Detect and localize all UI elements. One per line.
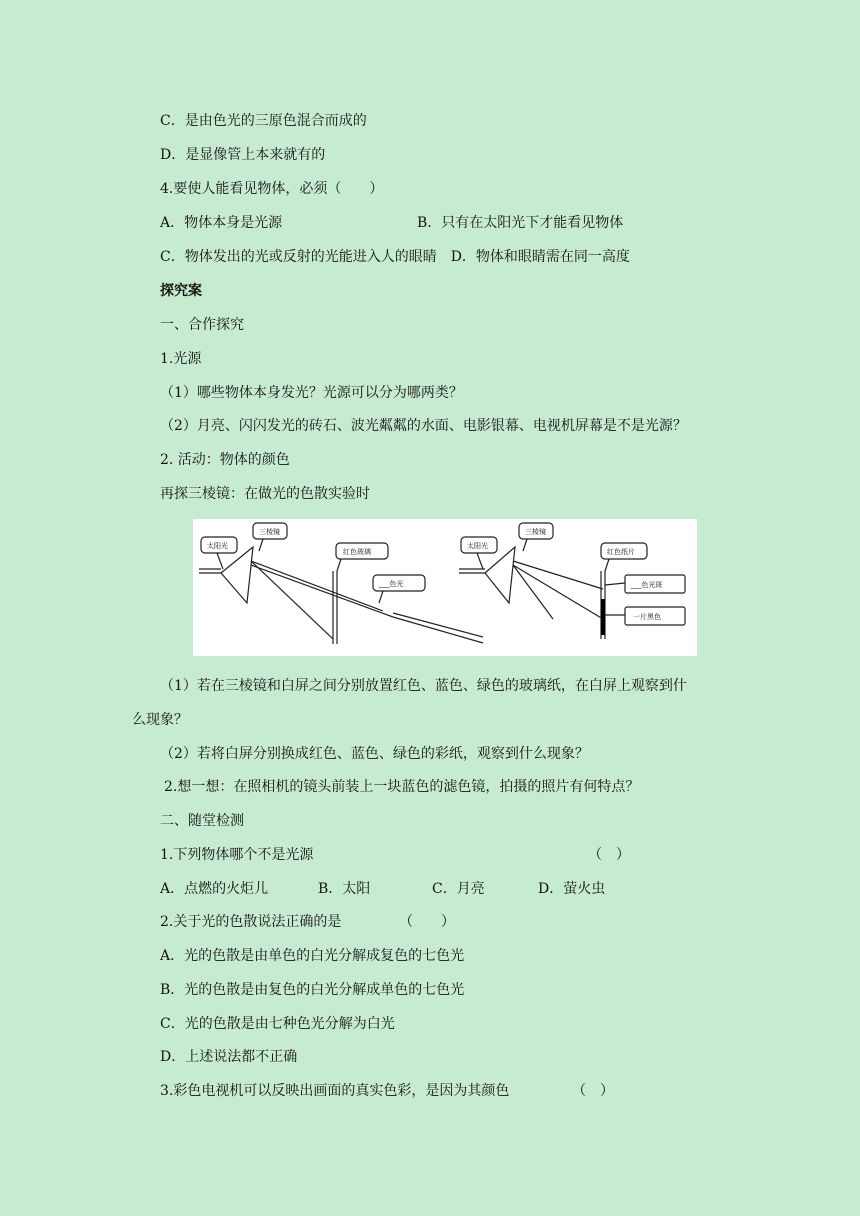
check-q3-bracket: （ ） xyxy=(572,1083,614,1099)
check-q2: 2.关于光的色散说法正确的是 xyxy=(160,914,342,930)
check-q2-option-d: D．上述说法都不正确 xyxy=(160,1049,298,1065)
check-q1-option-d: D．萤火虫 xyxy=(538,881,606,897)
question-1-2: （2）月亮、闪闪发光的砖石、波光粼粼的水面、电影银幕、电视机屏幕是不是光源？ xyxy=(160,418,687,434)
prism-figure xyxy=(193,519,697,656)
label-prism-left: 三棱镜 xyxy=(259,528,280,536)
label-sunlight-right: 太阳光 xyxy=(467,542,488,550)
section-check: 二、随堂检测 xyxy=(160,813,244,829)
section-heading: 探究案 xyxy=(160,283,202,299)
option-c: C．是由色光的三原色混合而成的 xyxy=(160,113,367,129)
activity-q1-line1: （1）若在三棱镜和白屏之间分别放置红色、蓝色、绿色的玻璃纸，在白屏上观察到什 xyxy=(160,678,687,694)
item-activity: 2. 活动：物体的颜色 xyxy=(160,452,290,468)
label-red-paper: 红色纸片 xyxy=(607,548,635,556)
label-prism-right: 三棱镜 xyxy=(525,528,546,536)
check-q2-option-a: A．光的色散是由单色的白光分解成复色的七色光 xyxy=(160,948,465,964)
label-sunlight-left: 太阳光 xyxy=(207,542,228,550)
check-q1: 1.下列物体哪个不是光源 xyxy=(160,847,314,863)
question-1-1: （1）哪些物体本身发光？光源可以分为哪两类？ xyxy=(160,385,463,401)
q4-option-a: A．物体本身是光源 xyxy=(160,215,283,231)
check-q1-bracket: （ ） xyxy=(588,847,630,863)
option-d: D．是显像管上本来就有的 xyxy=(160,147,326,163)
label-black: 一片黑色 xyxy=(633,613,661,621)
check-q3: 3.彩色电视机可以反映出画面的真实色彩，是因为其颜色 xyxy=(160,1083,510,1099)
activity-q1-line2: 么现象？ xyxy=(132,712,188,728)
prism-intro: 再探三棱镜：在做光的色散实验时 xyxy=(160,486,370,502)
subsection-heading: 一、合作探究 xyxy=(160,317,244,333)
label-red-glass: 红色玻璃 xyxy=(343,548,371,556)
item-light-source: 1.光源 xyxy=(160,351,202,367)
check-q2-bracket: （ ） xyxy=(399,914,455,930)
question-4: 4.要使人能看见物体，必须（ ） xyxy=(160,181,384,197)
think-question: 2.想一想：在照相机的镜头前装上一块蓝色的滤色镜，拍摄的照片有何特点？ xyxy=(164,779,640,795)
label-color-light: ___色光 xyxy=(379,580,404,588)
check-q2-option-b: B．光的色散是由复色的白光分解成单色的七色光 xyxy=(160,982,465,998)
q4-option-b: B．只有在太阳光下才能看见物体 xyxy=(417,215,624,231)
check-q1-option-c: C．月亮 xyxy=(432,881,485,897)
check-q2-option-c: C．光的色散是由七种色光分解为白光 xyxy=(160,1016,395,1032)
activity-q2: （2）若将白屏分别换成红色、蓝色、绿色的彩纸，观察到什么现象？ xyxy=(160,746,589,762)
q4-option-cd: C．物体发出的光或反射的光能进入人的眼睛 D．物体和眼睛需在同一高度 xyxy=(160,249,630,265)
check-q1-option-a: A．点燃的火炬儿 xyxy=(160,881,269,897)
label-color-spot: ___色光斑 xyxy=(631,581,663,589)
check-q1-option-b: B．太阳 xyxy=(318,881,371,897)
